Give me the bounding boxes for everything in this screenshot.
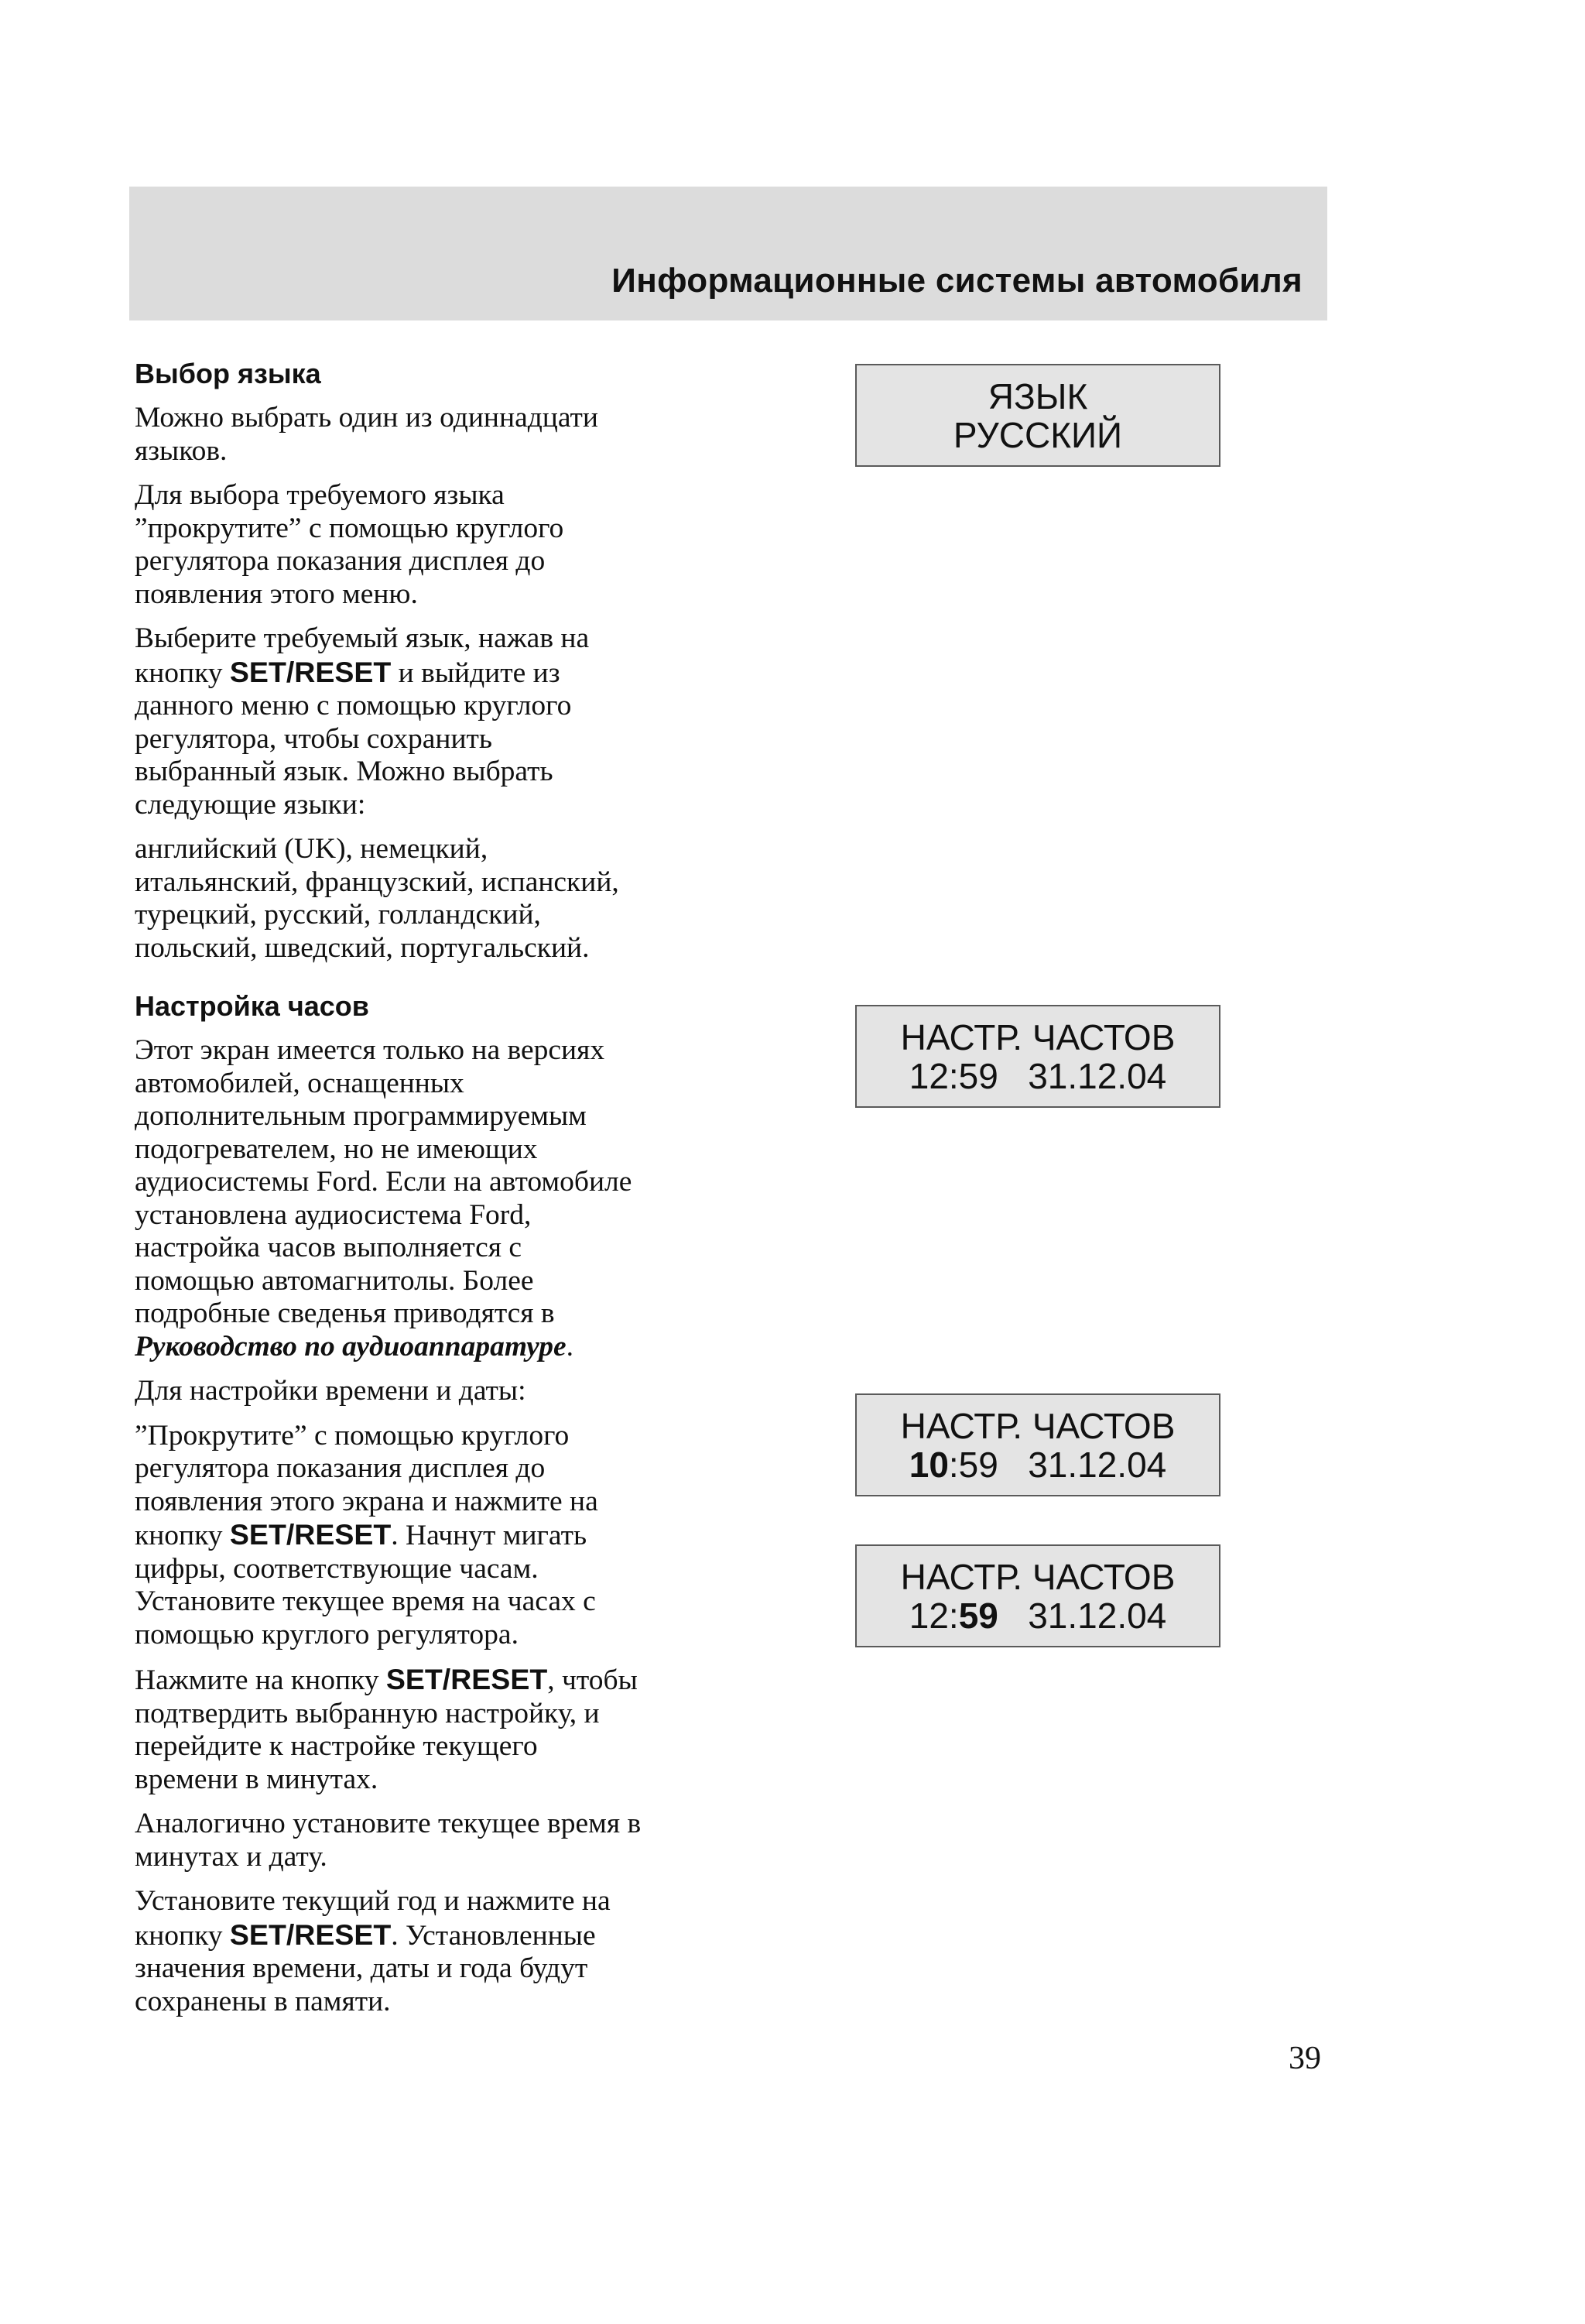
page-number: 39 <box>1289 2041 1321 2076</box>
set-reset-keyword: SET/RESET <box>229 655 392 688</box>
display-line-2: РУССКИЙ <box>953 414 1123 455</box>
display-line-1: ЯЗЫК <box>988 375 1088 416</box>
display-clock <box>855 1005 1220 1108</box>
display-line-1: НАСТР. ЧАСТОВ <box>900 1405 1176 1446</box>
display-clock-hours <box>855 1393 1220 1496</box>
language-list-paragraph: английский (UK), немецкий, итальянский, французский, испанский, турецкий, русский, голландский, польский, шведский, португальский. <box>135 833 619 964</box>
display-line-2: 10:59 31.12.04 <box>909 1444 1167 1485</box>
language-paragraph-3: Выберите требуемый язык, нажав на кнопку SET/RESET и выйдите из данного меню с помощью круглого регулятора, чтобы сохранить выбранный язык. Можно выбрать следующие языки: <box>135 622 590 821</box>
set-reset-keyword: SET/RESET <box>385 1663 548 1695</box>
section-header-band <box>129 187 1327 320</box>
display-line-1: НАСТР. ЧАСТОВ <box>900 1016 1176 1057</box>
highlighted-minutes: 59 <box>958 1595 998 1636</box>
clock-paragraph-3: ”Прокрутите” с помощью круглого регулятора показания дисплея до появления этого экрана и нажмите на кнопку SET/RESET. Начнут мигать цифры, соответствующие часам. Установите текущее время на часах с помощью круглого регулятора. <box>135 1419 598 1650</box>
clock-paragraph-4: Нажмите на кнопку SET/RESET, чтобы подтвердить выбранную настройку, и перейдите к настройке текущего времени в минутах. <box>135 1663 638 1795</box>
section-title: Информационные системы автомобиля <box>611 262 1303 300</box>
clock-paragraph-5: Аналогично установите текущее время в минутах и дату. <box>135 1808 642 1873</box>
body-text-column <box>135 355 723 2030</box>
language-paragraph-2: Для выбора требуемого языка ”прокрутите” с помощью круглого регулятора показания дисплея до появления этого меню. <box>135 479 564 610</box>
clock-paragraph-6: Установите текущий год и нажмите на кнопку SET/RESET. Установленные значения времени, даты и года будут сохранены в памяти. <box>135 1885 611 2017</box>
set-reset-keyword: SET/RESET <box>229 1518 392 1551</box>
language-paragraph-1: Можно выбрать один из одиннадцати языков. <box>135 402 598 467</box>
audio-manual-reference: Руководство по аудиоаппаратуре <box>135 1330 567 1363</box>
clock-paragraph-2: Для настройки времени и даты: <box>135 1375 526 1407</box>
display-line-2: 12:59 31.12.04 <box>909 1595 1167 1636</box>
display-line-2: 12:59 31.12.04 <box>909 1055 1167 1096</box>
display-language <box>855 364 1220 467</box>
display-clock-minutes <box>855 1544 1220 1647</box>
highlighted-hours: 10 <box>909 1444 949 1485</box>
clock-paragraph-1: Этот экран имеется только на версиях автомобилей, оснащенных дополнительным программируемым подогревателем, но не имеющих аудиосистемы Ford. Если на автомобиле установлена аудиосистема Ford, настройка часов выполняется с помощью автомагнитолы. Более подробные сведенья приводятся в Руководство по аудиоаппаратуре. <box>135 1034 632 1363</box>
heading-language-selection: Выбор языка <box>135 358 321 389</box>
heading-clock-setting: Настройка часов <box>135 990 369 1022</box>
display-line-1: НАСТР. ЧАСТОВ <box>900 1556 1176 1597</box>
set-reset-keyword: SET/RESET <box>229 1918 392 1951</box>
